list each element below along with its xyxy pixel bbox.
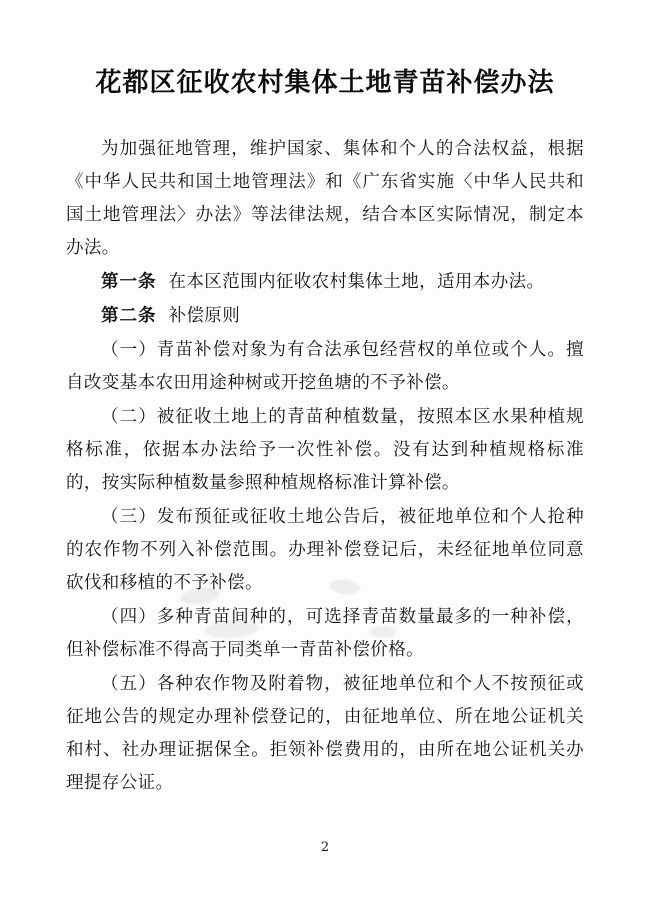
paragraph-item-1: （一）青苗补偿对象为有合法承包经营权的单位或个人。擅自改变基本农田用途种树或开挖鱼塘的不予补偿。 (66, 340, 584, 393)
paragraph-item-4: （四）多种青苗间种的，可选择青苗数量最多的一种补偿，但补偿标准不得高于同类单一青苗补偿价格。 (66, 607, 584, 660)
paragraph-item-2: （二）被征收土地上的青苗种植数量，按照本区水果种植规格标准，依据本办法给予一次性补偿。没有达到种植规格标准的，按实际种植数量参照种植规格标准计算补偿。 (66, 407, 584, 493)
article-label-2: 第二条 (101, 306, 157, 326)
paragraph-article-2 (66, 300, 584, 333)
article-text-2: 补偿原则 (168, 306, 241, 326)
document-body (66, 133, 584, 800)
paragraph-item-5: （五）各种农作物及附着物，被征地单位和个人不按预征或征地公告的规定办理补偿登记的，由征地单位、所在地公证机关和村、社办理证据保全。拒领补偿费用的，由所在地公证机关办理提存公证。 (66, 674, 584, 793)
article-text-1: 在本区范围内征收农村集体土地，适用本办法。 (168, 272, 545, 292)
paragraph-article-1 (66, 266, 584, 299)
page-number: 2 (320, 840, 330, 855)
article-label-1: 第一条 (101, 272, 157, 292)
paragraph-preamble: 为加强征地管理，维护国家、集体和个人的合法权益，根据《中华人民共和国土地管理法》和《广东省实施〈中华人民共和国土地管理法〉办法》等法律法规，结合本区实际情况，制定本办法。 (66, 139, 584, 258)
page-title: 花都区征收农村集体土地青苗补偿办法 (95, 68, 555, 98)
paragraph-item-3: （三）发布预征或征收土地公告后，被征地单位和个人抢种的农作物不列入补偿范围。办理补偿登记后，未经征地单位同意砍伐和移植的不予补偿。 (66, 507, 584, 593)
